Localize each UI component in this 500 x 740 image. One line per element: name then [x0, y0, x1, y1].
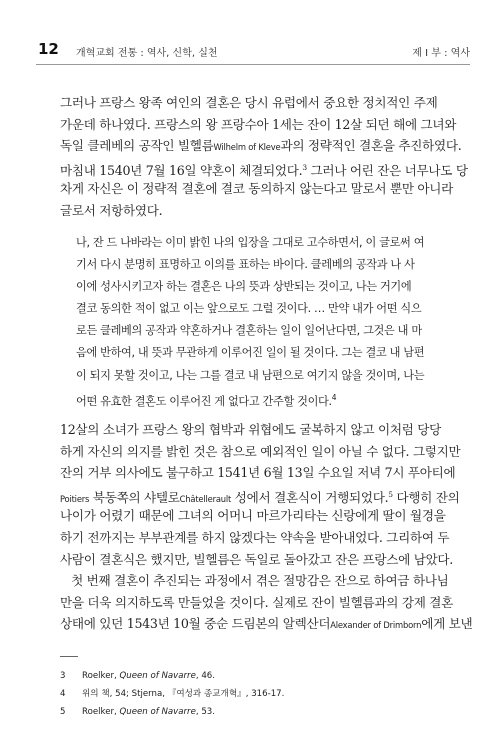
text-run: 성에서 결혼식이 거행되었다. [231, 489, 389, 505]
text-run: 다행히 잔의 [392, 489, 460, 505]
text-line: 그러나 프랑스 왕족 여인의 결혼은 당시 유럽에서 중요한 정치적인 주제 [60, 95, 438, 110]
footnote-author: 위의 책, 54; Stjerna, 『여성과 종교개혁』, 316-17. [82, 689, 285, 699]
text-run: 마침내 1540년 7월 16일 약혼이 체결되었다. [60, 162, 303, 178]
text-line: 차게 자신은 이 정략적 결혼에 결코 동의하지 않는다고 말로서 뿐만 아니라 [60, 181, 453, 197]
footnote-ref: 5 [388, 489, 393, 499]
footnotes [60, 667, 472, 721]
latin-gloss: Wilhelm of Kleve [213, 142, 281, 153]
quote-line: 로든 클레베의 공작과 약혼하거나 결혼하는 일이 일어난다면, 그것은 내 마 [76, 324, 422, 338]
quote-line: 이 되지 못할 것이고, 나는 그를 결코 내 남편으로 여기지 않을 것이며, 나는 [76, 368, 425, 382]
footnote-rest: , 46. [195, 671, 216, 681]
text-run: 상태에 있던 1543년 10월 중순 드림본의 알렉산더 [60, 616, 331, 632]
text-line: 나이가 어렸기 때문에 그녀의 어머니 마르가리타는 신랑에게 딸이 월경을 [60, 508, 446, 524]
quote-line: 나, 잔 드 나바라는 이미 밝힌 나의 입장을 그대로 고수하면서, 이 글로써 여 [76, 236, 425, 249]
text-line: 사람이 결혼식은 했지만, 빌헬름은 독일로 돌아갔고 잔은 프랑스에 남았다. [60, 551, 453, 567]
quote-line: 기서 다시 분명히 표명하고 이의를 표하는 바이다. 클레베의 공작과 나 사 [76, 258, 415, 272]
text-run: 과의 정략적인 결혼을 추진하였다. [280, 138, 462, 154]
running-header [38, 40, 470, 62]
book-title: 개혁교회 전통 : 역사, 신학, 실천 [76, 48, 218, 59]
latin-gloss: Alexander of Drimborn [330, 620, 422, 631]
footnote-author: Roelker, [82, 707, 120, 717]
footnote-rest: , 53. [195, 707, 216, 717]
latin-gloss: Châtellerault [179, 493, 232, 504]
text-run: 어떤 유효한 결혼도 이루어진 게 없다고 간주할 것이다. [76, 394, 332, 408]
text-line: 첫 번째 결혼이 추진되는 과정에서 겪은 절망감은 잔으로 하여금 하나님 [60, 573, 449, 589]
footnote-title: Queen of Navarre [119, 671, 196, 681]
text-line [60, 135, 472, 157]
text-run: 북동쪽의 샤텔로 [89, 489, 180, 505]
footnote-title: Queen of Navarre [119, 707, 196, 717]
text-line: 글로서 저항하였다. [60, 202, 163, 218]
quote-line: 음에 반하여, 내 뜻과 무관하게 이루어진 일이 될 것이다. 그는 결코 내 남편 [76, 346, 425, 360]
page-number: 12 [38, 40, 59, 58]
footnote-number: 4 [60, 689, 66, 699]
text-line: 하기 전까지는 부부관계를 하지 않겠다는 약속을 받아내었다. 그리하여 두 [60, 529, 450, 545]
footnote-ref: 3 [302, 162, 307, 172]
quote-line [76, 387, 472, 409]
header-rule [36, 64, 470, 65]
footnote [60, 685, 472, 703]
text-line: 가운데 하나였다. 프랑스의 왕 프랑수아 1세는 잔이 12살 되던 해에 그녀와 [60, 116, 457, 132]
text-line: 12살의 소녀가 프랑스 왕의 협박과 위협에도 굴복하지 않고 이처럼 당당 [60, 422, 441, 437]
text-run: 독일 클레베의 공작인 빌헬름 [60, 138, 214, 154]
quote-line: 이에 성사시키고자 하는 결혼은 나의 뜻과 상반되는 것이고, 나는 거기에 [76, 280, 412, 294]
quote-line: 결코 동의한 적이 없고 이는 앞으로도 그럴 것이다. … 만약 내가 어떤 식으 [76, 302, 422, 316]
latin-gloss: Poitiers [60, 493, 90, 504]
text-run: 그러나 어린 잔은 너무나도 당 [306, 162, 468, 178]
text-line: 잔의 거부 의사에도 불구하고 1541년 6월 13일 수요일 저녁 7시 푸아티에 [60, 465, 456, 481]
footnote [60, 703, 472, 721]
text-line: 만을 더욱 의지하도록 만들었을 것이다. 실제로 잔이 빌헬름과의 강제 결혼 [60, 594, 453, 610]
footnote-number: 3 [60, 671, 66, 681]
footnote-author: Roelker, [82, 671, 120, 681]
text-run: 에게 보낸 [421, 616, 473, 632]
text-line [60, 484, 472, 506]
block-quote [76, 232, 472, 409]
part-title: 제 I 부 : 역사 [412, 48, 470, 59]
footnote-rule [60, 656, 78, 657]
text-line: 하게 자신의 의지를 밝힌 것은 참으로 예외적인 일이 아닐 수 없다. 그렇지만 [60, 443, 461, 459]
paragraph-1 [60, 92, 472, 222]
text-line [60, 157, 472, 179]
paragraph-2 [60, 419, 472, 635]
footnote [60, 667, 472, 685]
footnote-ref: 4 [331, 392, 337, 402]
text-line [60, 613, 472, 635]
footnote-number: 5 [60, 707, 66, 717]
